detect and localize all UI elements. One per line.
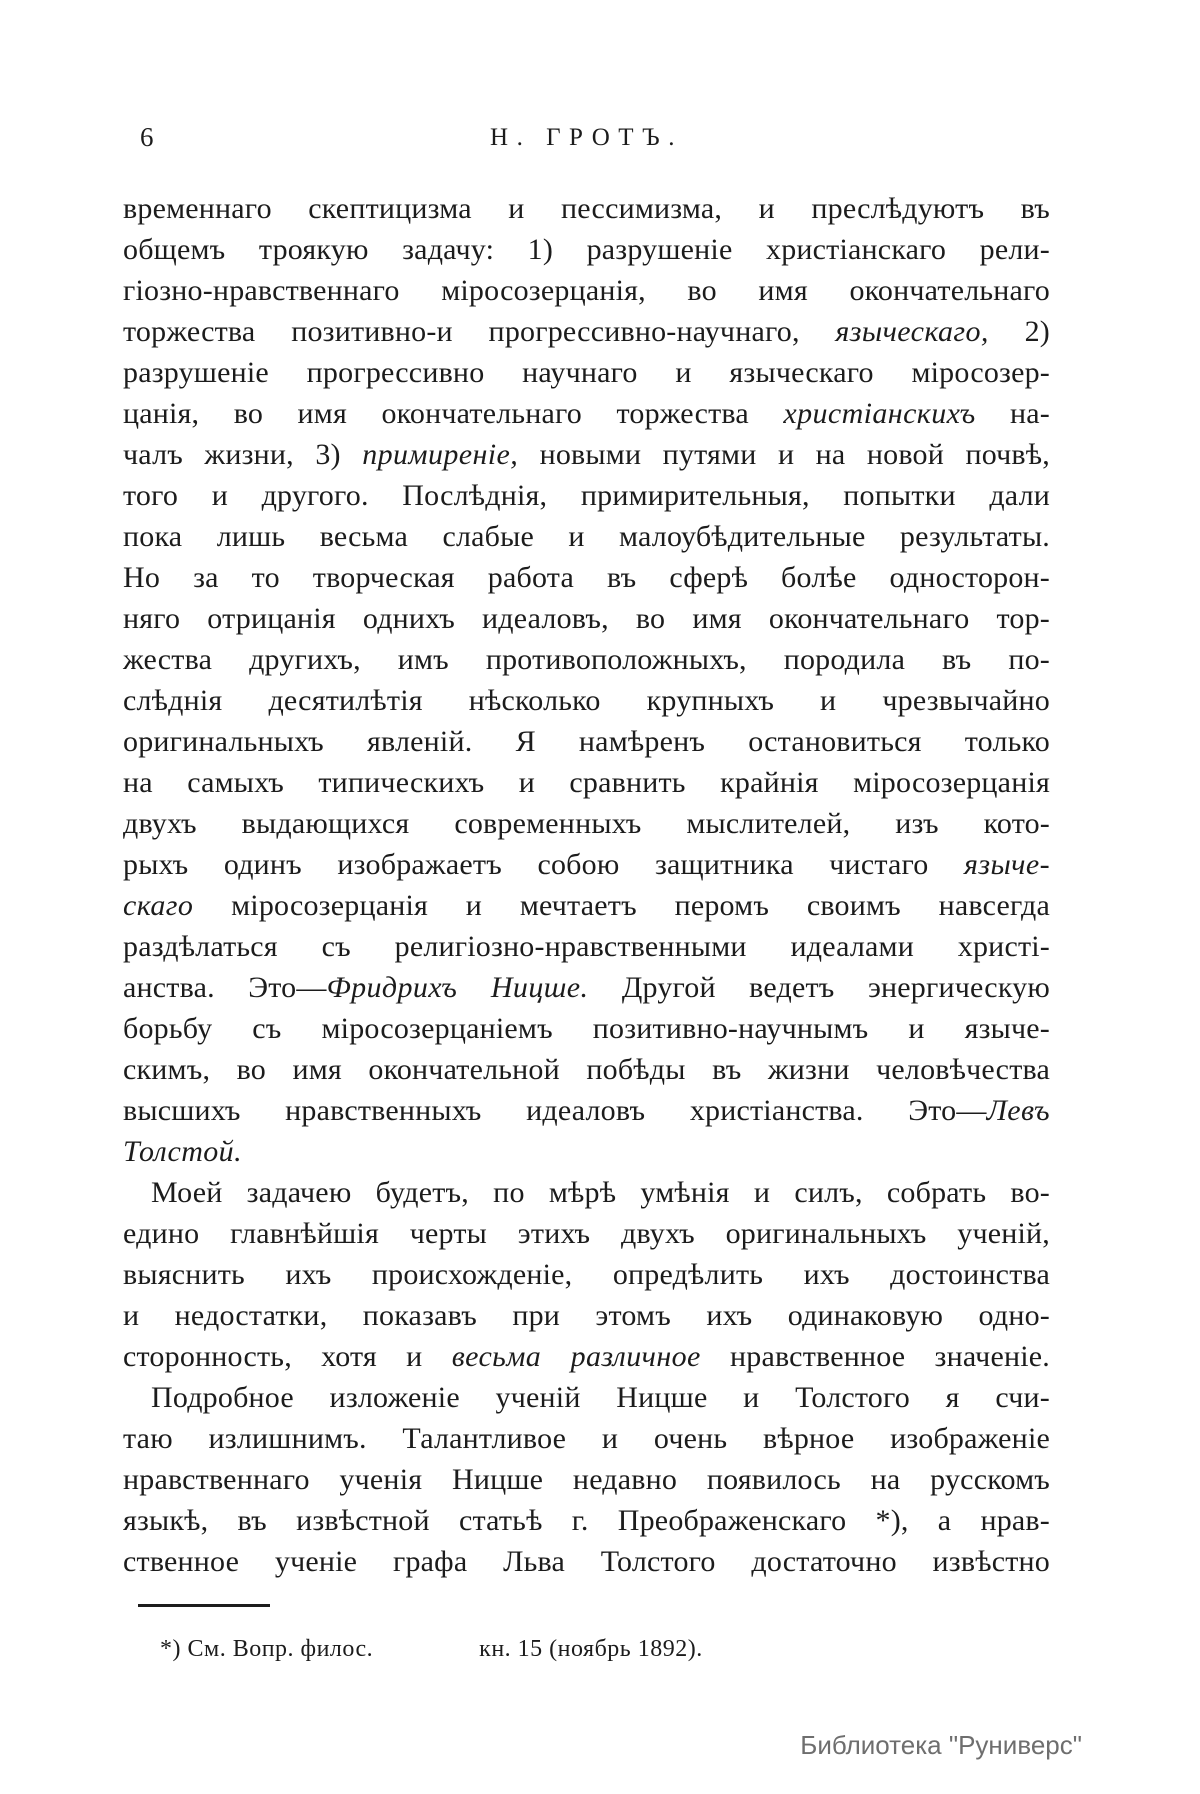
text-line [123,1500,1050,1541]
text-segment: разрушеніе прогрессивно научнаго и языческаго міросозер- [123,356,1050,389]
text-segment: борьбу съ міросозерцаніемъ позитивно-научнымъ и языче- [123,1012,1050,1045]
text-line [123,762,1050,803]
text-line [123,229,1050,270]
text-segment: міросозерцанія и мечтаетъ перомъ своимъ навсегда [193,889,1050,922]
text-segment: временнаго скептицизма и пессимизма, и преслѣдуютъ въ [123,192,1050,225]
text-line [123,1295,1050,1336]
text-line [123,1541,1050,1582]
text-line [123,1131,1050,1172]
text-segment: едино главнѣйшія черты этихъ двухъ оригинальныхъ ученій, [123,1217,1050,1250]
italic-text-segment: христіанскихъ [783,397,976,430]
text-segment: рыхъ одинъ изображаетъ собою защитника чистаго [123,848,965,881]
text-segment: на- [975,397,1050,430]
text-segment: жества другихъ, имъ противоположныхъ, породила въ по- [123,643,1050,676]
text-line [123,1213,1050,1254]
text-line [123,967,1050,1008]
text-segment: няго отрицанія однихъ идеаловъ, во имя окончательнаго тор- [123,602,1050,635]
text-segment: слѣднія десятилѣтія нѣсколько крупныхъ и чрезвычайно [123,684,1050,717]
text-line [123,1172,1050,1213]
footnote-issue-text: кн. 15 (ноябрь 1892). [479,1636,703,1662]
text-segment: и недостатки, показавъ при этомъ ихъ одинаковую одно- [123,1299,1050,1332]
text-segment: двухъ выдающихся современныхъ мыслителей, изъ кото- [123,807,1050,840]
text-segment: общемъ троякую задачу: 1) разрушеніе христіанскаго рели- [123,233,1050,266]
text-line [123,311,1050,352]
text-segment: гіозно-нравственнаго міросозерцанія, во имя окончательнаго [123,274,1050,307]
text-line [123,803,1050,844]
text-line [123,188,1050,229]
text-segment: Но за то творческая работа въ сферѣ болѣе односторон- [123,561,1050,594]
body-text [123,188,1050,1582]
text-segment: таю излишнимъ. Талантливое и очень вѣрное изображеніе [123,1422,1050,1455]
text-segment: Моей задачею будетъ, по мѣрѣ умѣнія и силъ, собрать во- [151,1176,1050,1209]
text-segment: Другой ведетъ энергическую [588,971,1050,1004]
text-segment: того и другого. Послѣднія, примирительныя, попытки дали [123,479,1050,512]
text-segment: сторонность, хотя и [123,1340,452,1373]
text-segment: ственное ученіе графа Льва Толстого достаточно извѣстно [123,1545,1050,1578]
text-line [123,721,1050,762]
text-segment: выяснить ихъ происхожденіе, опредѣлить ихъ достоинства [123,1258,1050,1291]
watermark: Библиотека "Руниверс" [800,1730,1082,1760]
italic-text-segment: языче- [964,848,1050,881]
text-line [123,1336,1050,1377]
text-line [123,1418,1050,1459]
text-segment: 2) [988,315,1050,348]
text-segment: Подробное изложеніе ученій Ницше и Толстого я счи- [151,1381,1050,1414]
text-segment: новыми путями и на новой почвѣ, [518,438,1050,471]
text-segment: торжества позитивно-и прогрессивно-научнаго, [123,315,836,348]
italic-text-segment: весьма различное [451,1340,701,1373]
italic-text-segment: языческаго, [835,315,989,348]
text-line [123,844,1050,885]
text-segment: нравственнаго ученія Ницше недавно появилось на русскомъ [123,1463,1050,1496]
text-segment: скимъ, во имя окончательной побѣды въ жизни человѣчества [123,1053,1050,1086]
text-line [123,557,1050,598]
text-line [123,516,1050,557]
text-line [123,475,1050,516]
text-segment: цанія, во имя окончательнаго торжества [123,397,784,430]
text-line [123,434,1050,475]
text-segment: на самыхъ типическихъ и сравнить крайнія міросозерцанія [123,766,1050,799]
text-line [123,270,1050,311]
text-segment: нравственное значеніе. [700,1340,1050,1373]
italic-text-segment: Левъ [986,1094,1050,1127]
text-segment: оригинальныхъ явленій. Я намѣренъ остановиться только [123,725,1050,758]
text-line [123,1049,1050,1090]
text-line [123,393,1050,434]
text-line [123,1008,1050,1049]
text-segment: языкѣ, въ извѣстной статьѣ г. Преображенскаго *), а нрав- [123,1504,1050,1537]
footnote [160,1636,1050,1663]
text-line [123,926,1050,967]
italic-text-segment: примиреніе, [362,438,519,471]
text-line [123,352,1050,393]
footnote-reference-text: *) См. Вопр. филос. [160,1636,374,1662]
text-line [123,1254,1050,1295]
italic-text-segment: Толстой. [123,1135,242,1168]
text-line [123,598,1050,639]
text-line [123,1090,1050,1131]
text-segment: высшихъ нравственныхъ идеаловъ христіанства. Это— [123,1094,987,1127]
page-number: 6 [140,122,154,152]
text-segment: пока лишь весьма слабые и малоубѣдительные результаты. [123,520,1050,553]
text-line [123,639,1050,680]
text-segment: чалъ жизни, 3) [123,438,363,471]
text-segment: раздѣлаться съ религіозно-нравственными идеалами христі- [123,930,1050,963]
italic-text-segment: Фридрихъ Ницше. [326,971,589,1004]
text-line [123,885,1050,926]
running-header: Н. ГРОТЪ. [490,124,683,151]
text-line [123,1459,1050,1500]
text-line [123,680,1050,721]
text-line [123,1377,1050,1418]
footnote-separator-rule [138,1604,270,1607]
text-segment: анства. Это— [123,971,327,1004]
italic-text-segment: скаго [123,889,194,922]
